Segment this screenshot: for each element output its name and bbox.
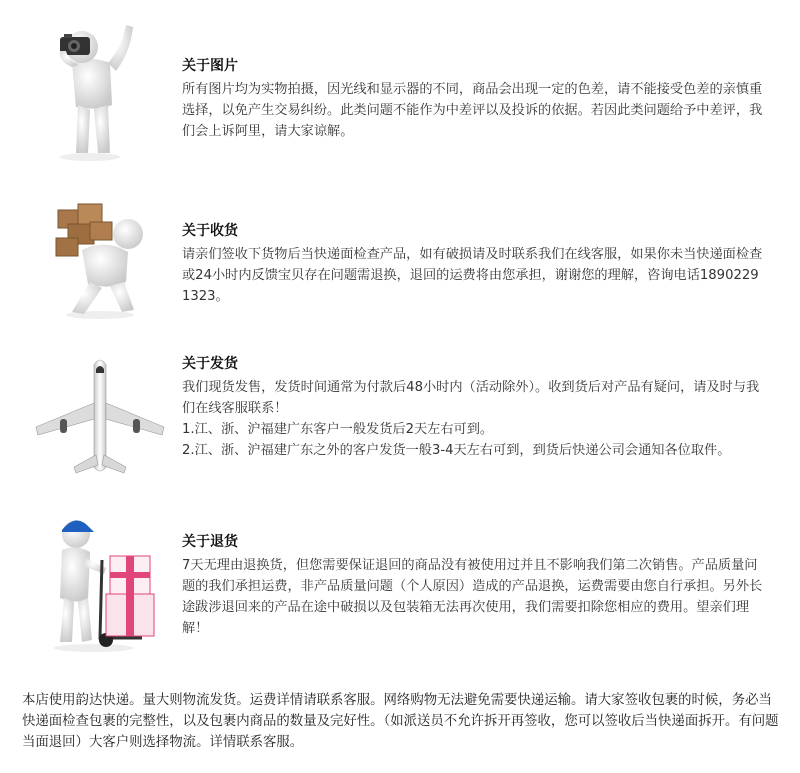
section-about-receiving: [0, 190, 800, 330]
delivery-person-hand-truck-icon: [30, 510, 170, 660]
section-text: [182, 355, 767, 461]
section-text: [182, 222, 767, 307]
section-paragraph: 1.江、浙、沪福建广东客户一般发货后2天左右可到。: [182, 422, 494, 437]
section-title: 关于退货: [182, 534, 238, 550]
section-about-pictures: [0, 15, 800, 175]
section-title: 关于收货: [182, 223, 238, 239]
section-text: [182, 533, 767, 639]
footer-note: 本店使用韵达快递。量大则物流发货。运费详情请联系客服。网络购物无法避免需要快递运输。请大家签收包裹的时候，务必当快递面检查包裹的完整性，以及包裹内商品的数量及完好性。（如派送员不允许拆开再签收，您可以签收后当快递面拆开。有问题当面退回）大客户则选择物流。详情联系客服。: [22, 693, 779, 750]
section-about-returns: [0, 505, 800, 665]
section-title: 关于发货: [182, 356, 238, 372]
section-title: 关于图片: [182, 58, 238, 74]
section-paragraph: 7天无理由退换货，但您需要保证退回的商品没有被使用过并且不影响我们第二次销售。产品质量问题的我们承担运费，非产品质量问题（个人原因）造成的产品退换，运费需要由您自行承担。另外长途跋涉退回来的产品在途中破损以及包装箱无法再次使用，我们需要扣除您相应的费用。望亲们理解！: [182, 558, 763, 636]
section-body: [182, 79, 767, 142]
camera-person-icon: [30, 15, 170, 165]
section-paragraph: 所有图片均为实物拍摄，因光线和显示器的不同，商品会出现一定的色差，请不能接受色差的亲慎重选择，以免产生交易纠纷。此类问题不能作为中差评以及投诉的依据。若因此类问题给予中差评，我们会上诉阿里，请大家谅解。: [182, 82, 763, 139]
section-body: [182, 244, 767, 307]
section-about-shipping: [0, 350, 800, 500]
person-carrying-boxes-icon: [30, 190, 170, 340]
section-body: [182, 377, 767, 461]
section-body: [182, 555, 767, 639]
section-paragraph: 请亲们签收下货物后当快递面检查产品，如有破损请及时联系我们在线客服，如果你未当快递面检查或24小时内反馈宝贝存在问题需退换，退回的运费将由您承担，谢谢您的理解，咨询电话18902291323。: [182, 247, 763, 304]
section-paragraph: 我们现货发售，发货时间通常为付款后48小时内（活动除外）。收到货后对产品有疑问，请及时与我们在线客服联系！: [182, 380, 760, 416]
section-text: [182, 57, 767, 142]
airplane-icon: [30, 355, 170, 505]
section-paragraph: 2.江、浙、沪福建广东之外的客户发货一般3-4天左右可到，到货后快递公司会通知各位取件。: [182, 443, 731, 458]
